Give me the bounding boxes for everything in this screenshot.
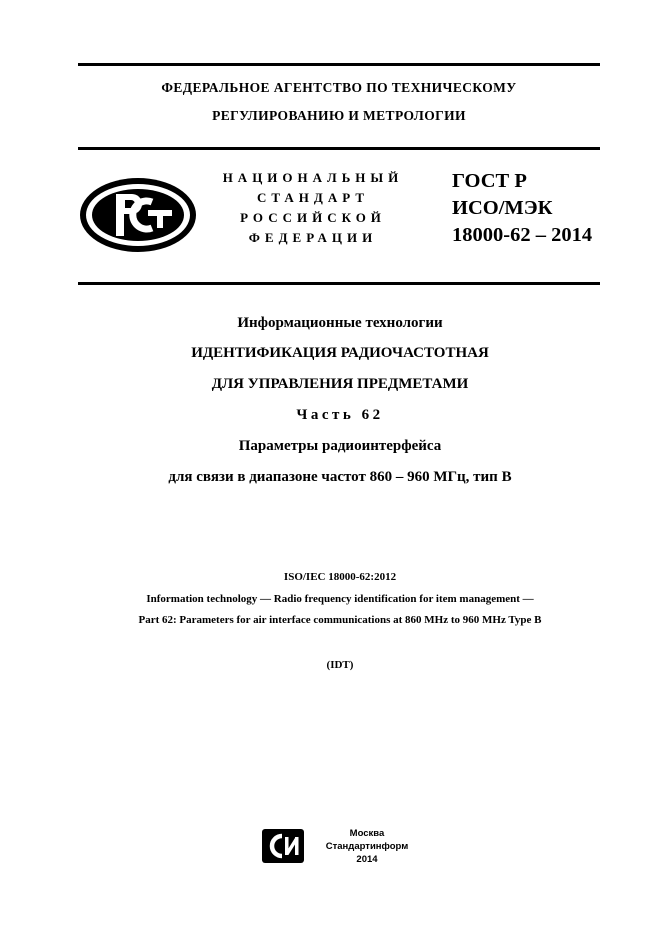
publisher-name: Стандартинформ: [325, 841, 409, 852]
iso-title-line-2: Part 62: Parameters for air interface communications at 860 MHz to 960 MHz Type B: [138, 614, 542, 626]
national-standard-line-3: РОССИЙСКОЙ: [240, 210, 386, 225]
gost-designation-line-2: ИСО/МЭК: [452, 197, 553, 219]
national-standard-line-1: НАЦИОНАЛЬНЫЙ: [222, 170, 404, 185]
publisher-city: Москва: [349, 828, 385, 839]
gost-designation-line-1: ГОСТ Р: [452, 170, 527, 192]
national-standard-line-4: ФЕДЕРАЦИИ: [248, 230, 378, 245]
iso-title-line-1: Information technology — Radio frequency identification for item management —: [146, 593, 534, 605]
iso-reference: ISO/IEC 18000-62:2012: [283, 571, 397, 583]
header-rule: [78, 147, 600, 150]
title-line-1: Информационные технологии: [237, 315, 443, 331]
standartinform-logo-icon: [262, 829, 304, 863]
national-standard-line-2: СТАНДАРТ: [256, 190, 369, 205]
designation-rule: [78, 282, 600, 285]
top-rule: [78, 63, 600, 66]
gost-designation-line-3: 18000-62 – 2014: [452, 224, 593, 246]
title-line-2: ИДЕНТИФИКАЦИЯ РАДИОЧАСТОТНАЯ: [191, 345, 489, 361]
title-part: Часть 62: [296, 407, 384, 423]
identity-degree: (IDT): [326, 659, 354, 671]
publisher-year: 2014: [356, 854, 378, 865]
agency-line-1: ФЕДЕРАЛЬНОЕ АГЕНТСТВО ПО ТЕХНИЧЕСКОМУ: [161, 80, 517, 95]
title-line-3: ДЛЯ УПРАВЛЕНИЯ ПРЕДМЕТАМИ: [211, 376, 469, 392]
agency-line-2: РЕГУЛИРОВАНИЮ И МЕТРОЛОГИИ: [212, 108, 466, 123]
title-line-5: Параметры радиоинтерфейса: [238, 438, 442, 454]
title-line-6: для связи в диапазоне частот 860 – 960 МГц, тип В: [168, 469, 512, 485]
rst-certification-mark-icon: [78, 176, 198, 254]
